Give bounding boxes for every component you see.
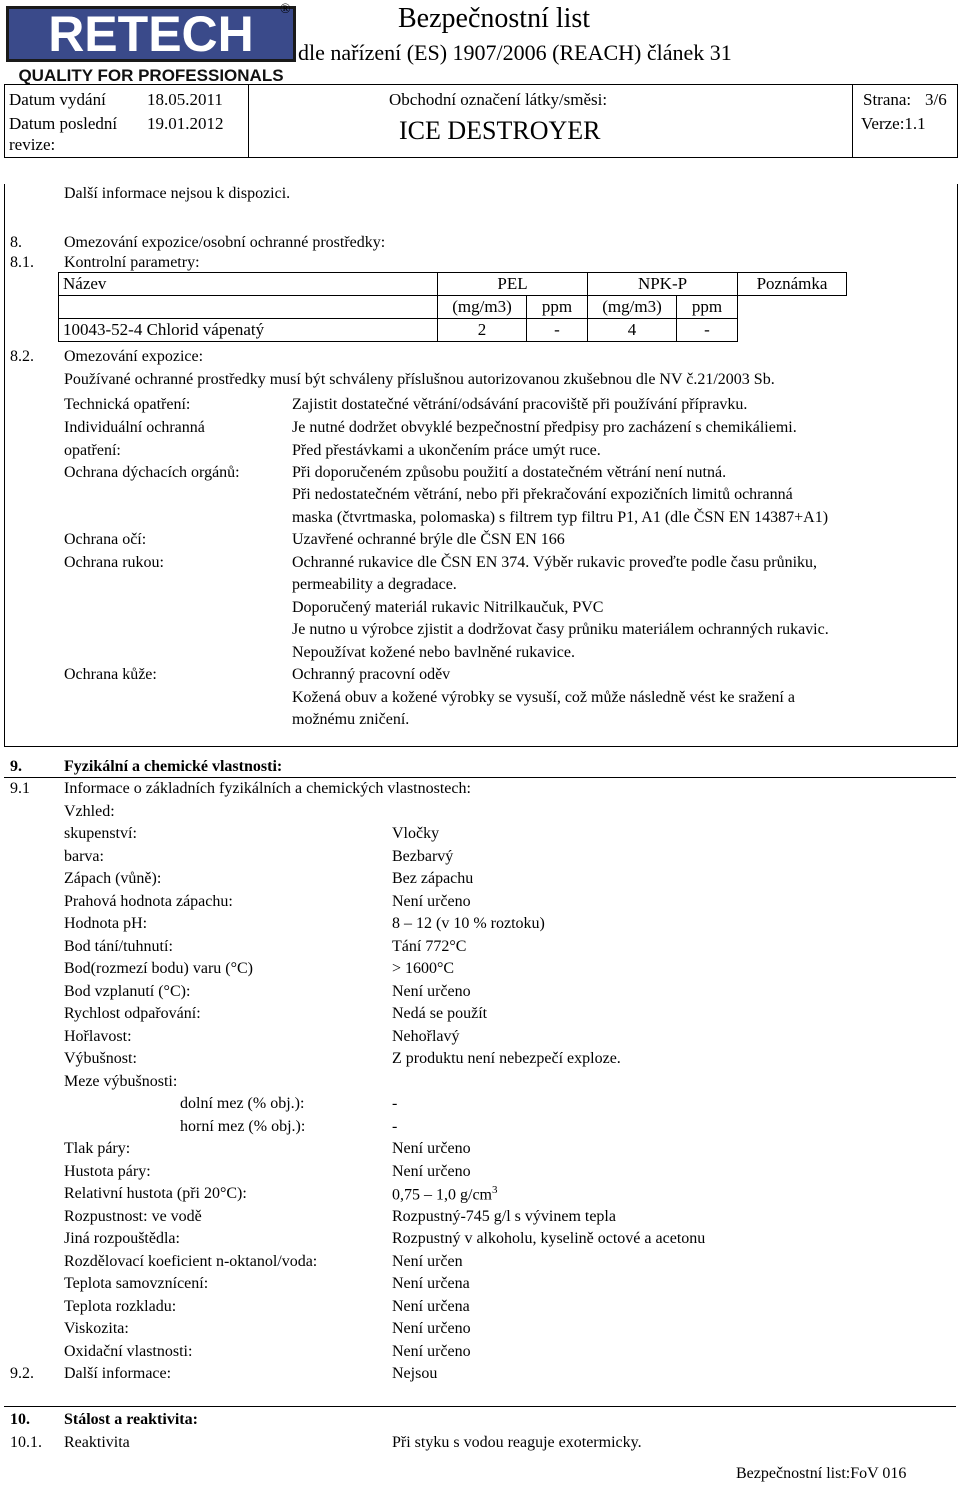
lower-limit-value: -	[392, 1095, 398, 1112]
technical-measures-value: Zajistit dostatečné větrání/odsávání pracoviště při používání přípravku.	[292, 396, 748, 413]
skin-protection-label: Ochrana kůže:	[64, 666, 157, 683]
property-value	[392, 1004, 487, 1023]
property-value	[392, 824, 439, 843]
exposure-limits-table	[58, 272, 847, 342]
property-value	[392, 1027, 460, 1046]
property-value-text: > 1600°C	[392, 960, 455, 977]
individual-measures-value-1: Je nutné dodržet obvyklé bezpečnostní předpisy pro zacházení s chemikáliemi.	[292, 419, 797, 436]
individual-measures-label-2: opatření:	[64, 442, 121, 459]
property-label: Teplota samovznícení:	[64, 1275, 209, 1292]
property-value-text: 0,75 – 1,0 g/cm	[392, 1186, 492, 1204]
property-value-text: Z produktu není nebezpečí exploze.	[392, 1050, 621, 1067]
property-value	[392, 1207, 616, 1226]
section-10-1-number: 10.1.	[10, 1434, 42, 1451]
reactivity-label: Reaktivita	[64, 1434, 130, 1451]
section-9-number: 9.	[10, 758, 22, 775]
section-8-1-number: 8.1.	[10, 254, 34, 271]
property-value	[392, 1184, 498, 1205]
property-value-superscript: 3	[492, 1184, 498, 1196]
property-label: Jiná rozpouštědla:	[64, 1230, 180, 1247]
section-8-title: Omezování expozice/osobní ochranné prostředky:	[64, 234, 386, 251]
table-header-name: Název	[59, 273, 438, 296]
reactivity-value: Při styku s vodou reaguje exotermicky.	[392, 1434, 642, 1451]
property-label: Oxidační vlastnosti:	[64, 1342, 193, 1360]
property-value-text: Není určeno	[392, 892, 471, 910]
hand-protection-value-4: Je nutno u výrobce zjistit a dodržovat časy průniku materiálem ochranných rukavic.	[292, 621, 829, 638]
property-value	[392, 1162, 471, 1181]
hand-protection-value-1: Ochranné rukavice dle ČSN EN 374. Výběr rukavic proveďte podle času průniku,	[292, 554, 818, 571]
property-label: Viskozita:	[64, 1320, 129, 1337]
section-8-1-title: Kontrolní parametry:	[64, 254, 200, 271]
property-label: Bod vzplanutí (°C):	[64, 982, 191, 1000]
table-unit-pel-mg: (mg/m3)	[438, 296, 527, 319]
respiratory-protection-label: Ochrana dýchacích orgánů:	[64, 464, 240, 481]
appearance-label: Vzhled:	[64, 803, 115, 820]
property-value	[392, 914, 545, 933]
issue-date: 18.05.2011	[147, 90, 223, 109]
footer-document-id: Bezpečnostní list:FoV 016	[736, 1465, 907, 1482]
upper-limit-value: -	[392, 1118, 398, 1135]
section-9-2-value: Nejsou	[392, 1365, 438, 1382]
property-label: Rozdělovací koeficient n-oktanol/voda:	[64, 1252, 318, 1270]
retech-logo	[6, 6, 296, 84]
individual-measures-value-2: Před přestávkami a ukončením práce umýt ruce.	[292, 442, 601, 459]
property-value-text: Rozpustný v alkoholu, kyselině octové a acetonu	[392, 1230, 706, 1247]
technical-measures-label: Technická opatření:	[64, 396, 191, 413]
property-label: Rychlost odpařování:	[64, 1005, 201, 1022]
hand-protection-value-2: permeability a degradace.	[292, 576, 457, 593]
property-value-text: Není určena	[392, 1297, 470, 1315]
property-value	[392, 982, 471, 1001]
trade-name-label: Obchodní označení látky/směsi:	[389, 90, 608, 109]
property-value	[392, 892, 471, 911]
individual-measures-label: Individuální ochranná	[64, 419, 205, 436]
property-value-text: Není určeno	[392, 1342, 471, 1360]
skin-protection-value-1: Ochranný pracovní oděv	[292, 666, 451, 683]
section-9-title: Fyzikální a chemické vlastnosti:	[64, 758, 283, 775]
table-cell-npk-ppm: -	[677, 319, 738, 342]
property-value-text: Není určeno	[392, 982, 471, 1000]
page-label: Strana:	[863, 90, 912, 109]
logo-wordmark: RETECH	[48, 6, 254, 62]
property-value-text: Tání 772°C	[392, 937, 467, 955]
property-label: Bod tání/tuhnutí:	[64, 937, 173, 955]
section-7-tail-text: Další informace nejsou k dispozici.	[64, 185, 291, 202]
section-9-2-label: Další informace:	[64, 1365, 172, 1382]
property-value	[392, 1342, 471, 1361]
registered-mark-icon: ®	[280, 2, 291, 17]
property-value	[392, 1297, 470, 1316]
property-label: Tlak páry:	[64, 1140, 131, 1157]
version: Verze:1.1	[861, 114, 926, 133]
property-value	[392, 959, 454, 978]
table-cell-pel-mg: 2	[438, 319, 527, 342]
respiratory-protection-value-1: Při doporučeném způsobu použití a dostatečném větrání není nutná.	[292, 464, 727, 481]
section-8-2-number: 8.2.	[10, 348, 34, 365]
page-number: 3/6	[925, 90, 947, 109]
section-8-2-text: Používané ochranné prostředky musí být schváleny příslušnou autorizovanou zkušebnou dle NV č.21/2003 Sb.	[64, 371, 775, 388]
property-label: Relativní hustota (při 20°C):	[64, 1185, 247, 1202]
product-name: ICE DESTROYER	[399, 116, 601, 145]
property-label: Výbušnost:	[64, 1050, 137, 1067]
property-value-text: Nedá se použít	[392, 1005, 488, 1022]
hand-protection-value-5: Nepoužívat kožené nebo bavlněné rukavice.	[292, 644, 575, 661]
property-value	[392, 1229, 705, 1248]
property-label: Bod(rozmezí bodu) varu (°C)	[64, 960, 254, 977]
property-value-text: Bez zápachu	[392, 870, 474, 887]
table-unit-npk-mg: (mg/m3)	[588, 296, 677, 319]
table-header-npk: NPK-P	[588, 273, 738, 296]
property-label: Teplota rozkladu:	[64, 1297, 177, 1315]
logo-tagline: QUALITY FOR PROFESSIONALS	[18, 66, 284, 84]
property-label: Hustota páry:	[64, 1162, 151, 1180]
section-9-2-number: 9.2.	[10, 1365, 34, 1382]
property-label: Prahová hodnota zápachu:	[64, 892, 233, 910]
eye-protection-value: Uzavřené ochranné brýle dle ČSN EN 166	[292, 531, 565, 548]
section-8-number: 8.	[10, 234, 22, 251]
document-title: Bezpečnostní list	[398, 3, 591, 34]
respiratory-protection-value-2: Při nedostatečném větrání, nebo při překračování expozičních limitů ochranná	[292, 486, 793, 503]
property-value-text: Vločky	[392, 825, 440, 842]
property-value-text: Není určena	[392, 1275, 470, 1292]
section-10-title: Stálost a reaktivita:	[64, 1411, 198, 1428]
revision-date-label: Datum poslední	[9, 114, 118, 133]
revision-date: 19.01.2012	[147, 114, 224, 133]
explosion-limits-label: Meze výbušnosti:	[64, 1073, 178, 1090]
divider	[4, 1406, 956, 1407]
section-10-number: 10.	[10, 1411, 30, 1428]
eye-protection-label: Ochrana očí:	[64, 531, 147, 548]
property-value-text: Bezbarvý	[392, 847, 454, 865]
property-value	[392, 869, 473, 888]
property-value-text: Není určen	[392, 1252, 463, 1270]
respiratory-protection-value-3: maska (čtvrtmaska, polomaska) s filtrem typ filtru P1, A1 (dle ČSN EN 14387+A1)	[292, 509, 829, 526]
header-info-box	[4, 84, 958, 158]
hand-protection-value-3: Doporučený materiál rukavic Nitrilkaučuk, PVC	[292, 599, 604, 616]
skin-protection-value-2: Kožená obuv a kožené výrobky se vysuší, což může následně vést ke sražení a	[292, 689, 795, 706]
lower-limit-label: dolní mez (% obj.):	[180, 1095, 305, 1112]
property-value	[392, 1252, 463, 1271]
section-8-2-title: Omezování expozice:	[64, 348, 204, 365]
revision-date-label-2: revize:	[9, 135, 56, 154]
property-value	[392, 1274, 470, 1293]
table-row-name: 10043-52-4 Chlorid vápenatý	[59, 319, 438, 342]
table-header-pel: PEL	[438, 273, 588, 296]
section-9-1-title: Informace o základních fyzikálních a chemických vlastnostech:	[64, 780, 471, 797]
table-header-note: Poznámka	[738, 273, 847, 296]
property-value-text: Není určeno	[392, 1320, 471, 1337]
property-value-text: Rozpustný-745 g/l s vývinem tepla	[392, 1207, 616, 1225]
table-cell-npk-mg: 4	[588, 319, 677, 342]
section-9-1-number: 9.1	[10, 780, 30, 797]
property-value	[392, 1139, 471, 1158]
divider	[4, 777, 956, 778]
issue-date-label: Datum vydání	[9, 90, 106, 109]
hand-protection-label: Ochrana rukou:	[64, 554, 164, 571]
property-label: Rozpustnost: ve vodě	[64, 1207, 202, 1225]
property-label: Hořlavost:	[64, 1027, 132, 1045]
property-value-text: Není určeno	[392, 1140, 471, 1157]
property-value	[392, 1049, 621, 1068]
table-unit-npk-ppm: ppm	[677, 296, 738, 319]
property-value-text: 8 – 12 (v 10 % roztoku)	[392, 915, 545, 932]
table-cell-pel-ppm: -	[527, 319, 588, 342]
property-label: Zápach (vůně):	[64, 870, 162, 887]
property-label: skupenství:	[64, 825, 137, 842]
property-value	[392, 1319, 471, 1338]
table-unit-pel-ppm: ppm	[527, 296, 588, 319]
property-value	[392, 937, 466, 956]
property-value	[392, 847, 453, 866]
property-label: Hodnota pH:	[64, 915, 148, 932]
document-subtitle: dle nařízení (ES) 1907/2006 (REACH) článek 31	[298, 40, 732, 65]
property-value-text: Nehořlavý	[392, 1027, 460, 1045]
upper-limit-label: horní mez (% obj.):	[180, 1118, 306, 1135]
property-label: barva:	[64, 847, 104, 865]
skin-protection-value-3: možnému zničení.	[292, 711, 410, 728]
property-value-text: Není určeno	[392, 1162, 471, 1180]
